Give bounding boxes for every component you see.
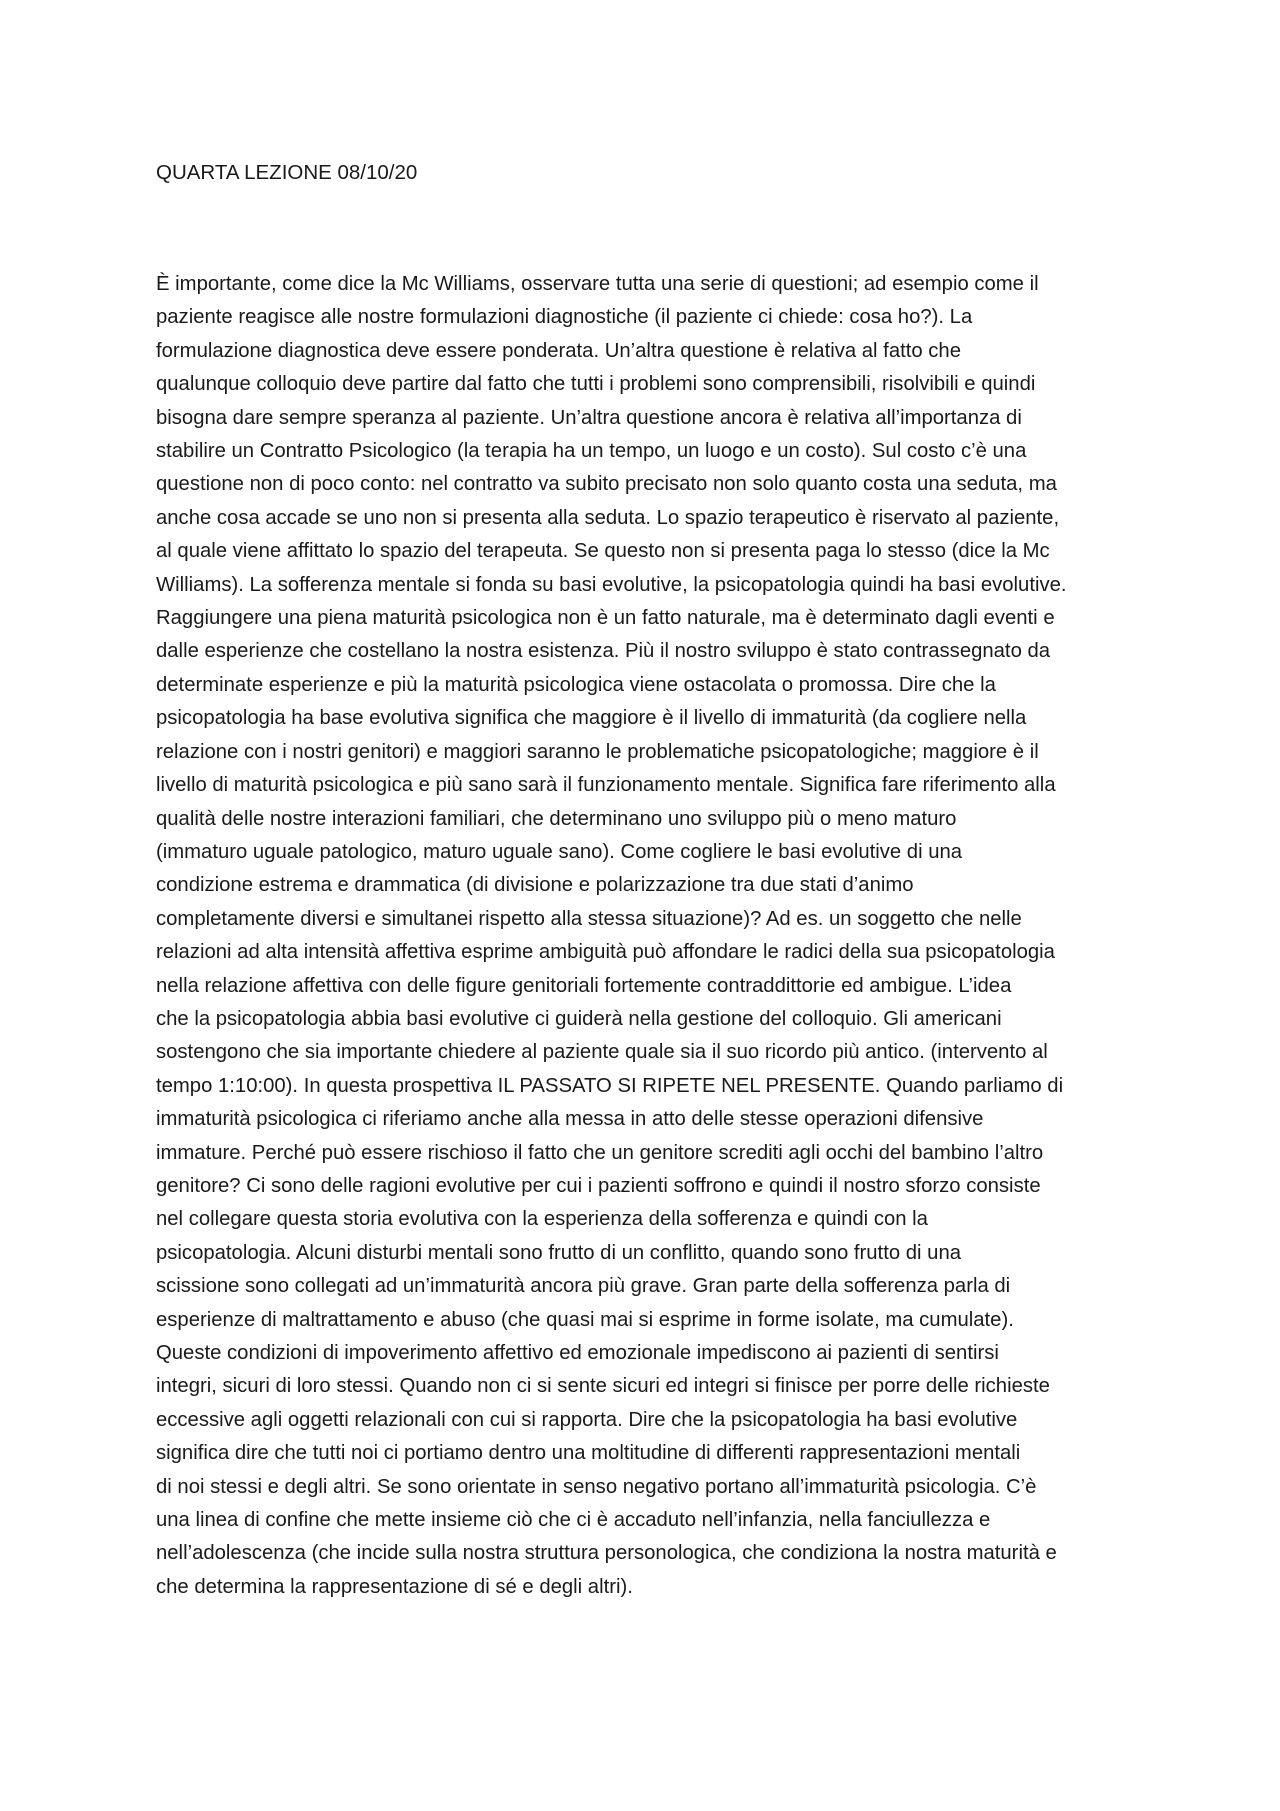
paragraph-line: questione non di poco conto: nel contratto va subito precisato non solo quanto costa una seduta, ma (156, 473, 1057, 496)
paragraph-line: nel collegare questa storia evolutiva con la esperienza della sofferenza e quindi con la (156, 1208, 928, 1231)
paragraph-line: scissione sono collegati ad un’immaturità ancora più grave. Gran parte della sofferenza parla di (156, 1275, 1011, 1298)
document-title: QUARTA LEZIONE 08/10/20 (156, 161, 418, 184)
paragraph-line: dalle esperienze che costellano la nostra esistenza. Più il nostro sviluppo è stato contrassegnato da (156, 640, 1051, 663)
paragraph-line: qualità delle nostre interazioni familiari, che determinano uno sviluppo più o meno maturo (156, 807, 957, 830)
paragraph-line: una linea di confine che mette insieme ciò che ci è accaduto nell’infanzia, nella fanciullezza e (156, 1509, 991, 1532)
paragraph-line: completamente diversi e simultanei rispetto alla stessa situazione)? Ad es. un soggetto che nelle (156, 907, 1022, 930)
paragraph-line: di noi stessi e degli altri. Se sono orientate in senso negativo portano all’immaturità psicologia. C’è (156, 1475, 1037, 1498)
paragraph-line: È importante, come dice la Mc Williams, osservare tutta una serie di questioni; ad esempio come il (156, 273, 1039, 295)
paragraph-line: livello di maturità psicologica e più sano sarà il funzionamento mentale. Significa fare riferimento alla (156, 774, 1056, 797)
body-paragraph (156, 268, 1136, 1604)
paragraph-line: psicopatologia. Alcuni disturbi mentali sono frutto di un conflitto, quando sono frutto di una (156, 1241, 962, 1264)
paragraph-line: paziente reagisce alle nostre formulazioni diagnostiche (il paziente ci chiede: cosa ho?). La (156, 306, 973, 329)
paragraph-line: immature. Perché può essere rischioso il fatto che un genitore screditi agli occhi del bambino l’altro (156, 1141, 1044, 1164)
paragraph-line: psicopatologia ha base evolutiva significa che maggiore è il livello di immaturità (da cogliere nella (156, 707, 1027, 730)
paragraph-line: che determina la rappresentazione di sé e degli altri). (156, 1575, 633, 1598)
paragraph-line: bisogna dare sempre speranza al paziente. Un’altra questione ancora è relativa all’importanza di (156, 406, 1022, 429)
paragraph-line: che la psicopatologia abbia basi evolutive ci guiderà nella gestione del colloquio. Gli americani (156, 1007, 1002, 1030)
paragraph-line: determinate esperienze e più la maturità psicologica viene ostacolata o promossa. Dire che la (156, 673, 996, 696)
paragraph-line: nell’adolescenza (che incide sulla nostra struttura personologica, che condiziona la nostra maturità e (156, 1542, 1057, 1565)
paragraph-line: condizione estrema e drammatica (di divisione e polarizzazione tra due stati d’animo (156, 874, 914, 897)
paragraph-line: Queste condizioni di impoverimento affettivo ed emozionale impediscono ai pazienti di sentirsi (156, 1342, 999, 1364)
paragraph-line: eccessive agli oggetti relazionali con cui si rapporta. Dire che la psicopatologia ha basi evolutive (156, 1408, 1018, 1431)
paragraph-line: esperienze di maltrattamento e abuso (che quasi mai si esprime in forme isolate, ma cumulate). (156, 1308, 1014, 1331)
paragraph-line: formulazione diagnostica deve essere ponderata. Un’altra questione è relativa al fatto che (156, 339, 961, 362)
paragraph-line: nella relazione affettiva con delle figure genitoriali fortemente contraddittorie ed ambigue. L’idea (156, 974, 1012, 997)
paragraph-line: stabilire un Contratto Psicologico (la terapia ha un tempo, un luogo e un costo). Sul costo c’è una (156, 440, 1027, 463)
paragraph-line: al quale viene affittato lo spazio del terapeuta. Se questo non si presenta paga lo stesso (dice la Mc (156, 540, 1050, 563)
paragraph-line: significa dire che tutti noi ci portiamo dentro una moltitudine di differenti rappresentazioni mentali (156, 1442, 1021, 1465)
paragraph-line: immaturità psicologica ci riferiamo anche alla messa in atto delle stesse operazioni difensive (156, 1108, 984, 1131)
paragraph-line: genitore? Ci sono delle ragioni evolutive per cui i pazienti soffrono e quindi il nostro sforzo consiste (156, 1174, 1041, 1197)
paragraph-line: qualunque colloquio deve partire dal fatto che tutti i problemi sono comprensibili, risolvibili e quindi (156, 373, 1036, 396)
paragraph-line: relazione con i nostri genitori) e maggiori saranno le problematiche psicopatologiche; maggiore è il (156, 740, 1039, 763)
paragraph-line: anche cosa accade se uno non si presenta alla seduta. Lo spazio terapeutico è riservato al paziente, (156, 506, 1060, 529)
paragraph-line: sostengono che sia importante chiedere al paziente quale sia il suo ricordo più antico. (intervento al (156, 1041, 1048, 1064)
paragraph-line: integri, sicuri di loro stessi. Quando non ci si sente sicuri ed integri si finisce per porre delle richieste (156, 1375, 1050, 1398)
paragraph-line: Raggiungere una piena maturità psicologica non è un fatto naturale, ma è determinato dagli eventi e (156, 607, 1055, 630)
paragraph-line: Williams). La sofferenza mentale si fonda su basi evolutive, la psicopatologia quindi ha basi evolutive. (156, 573, 1067, 596)
paragraph-line: tempo 1:10:00). In questa prospettiva IL PASSATO SI RIPETE NEL PRESENTE. Quando parliamo di (156, 1074, 1064, 1097)
paragraph-line: (immaturo uguale patologico, maturo uguale sano). Come cogliere le basi evolutive di una (156, 840, 963, 863)
paragraph-line: relazioni ad alta intensità affettiva esprime ambiguità può affondare le radici della sua psicopatologia (156, 941, 1055, 964)
